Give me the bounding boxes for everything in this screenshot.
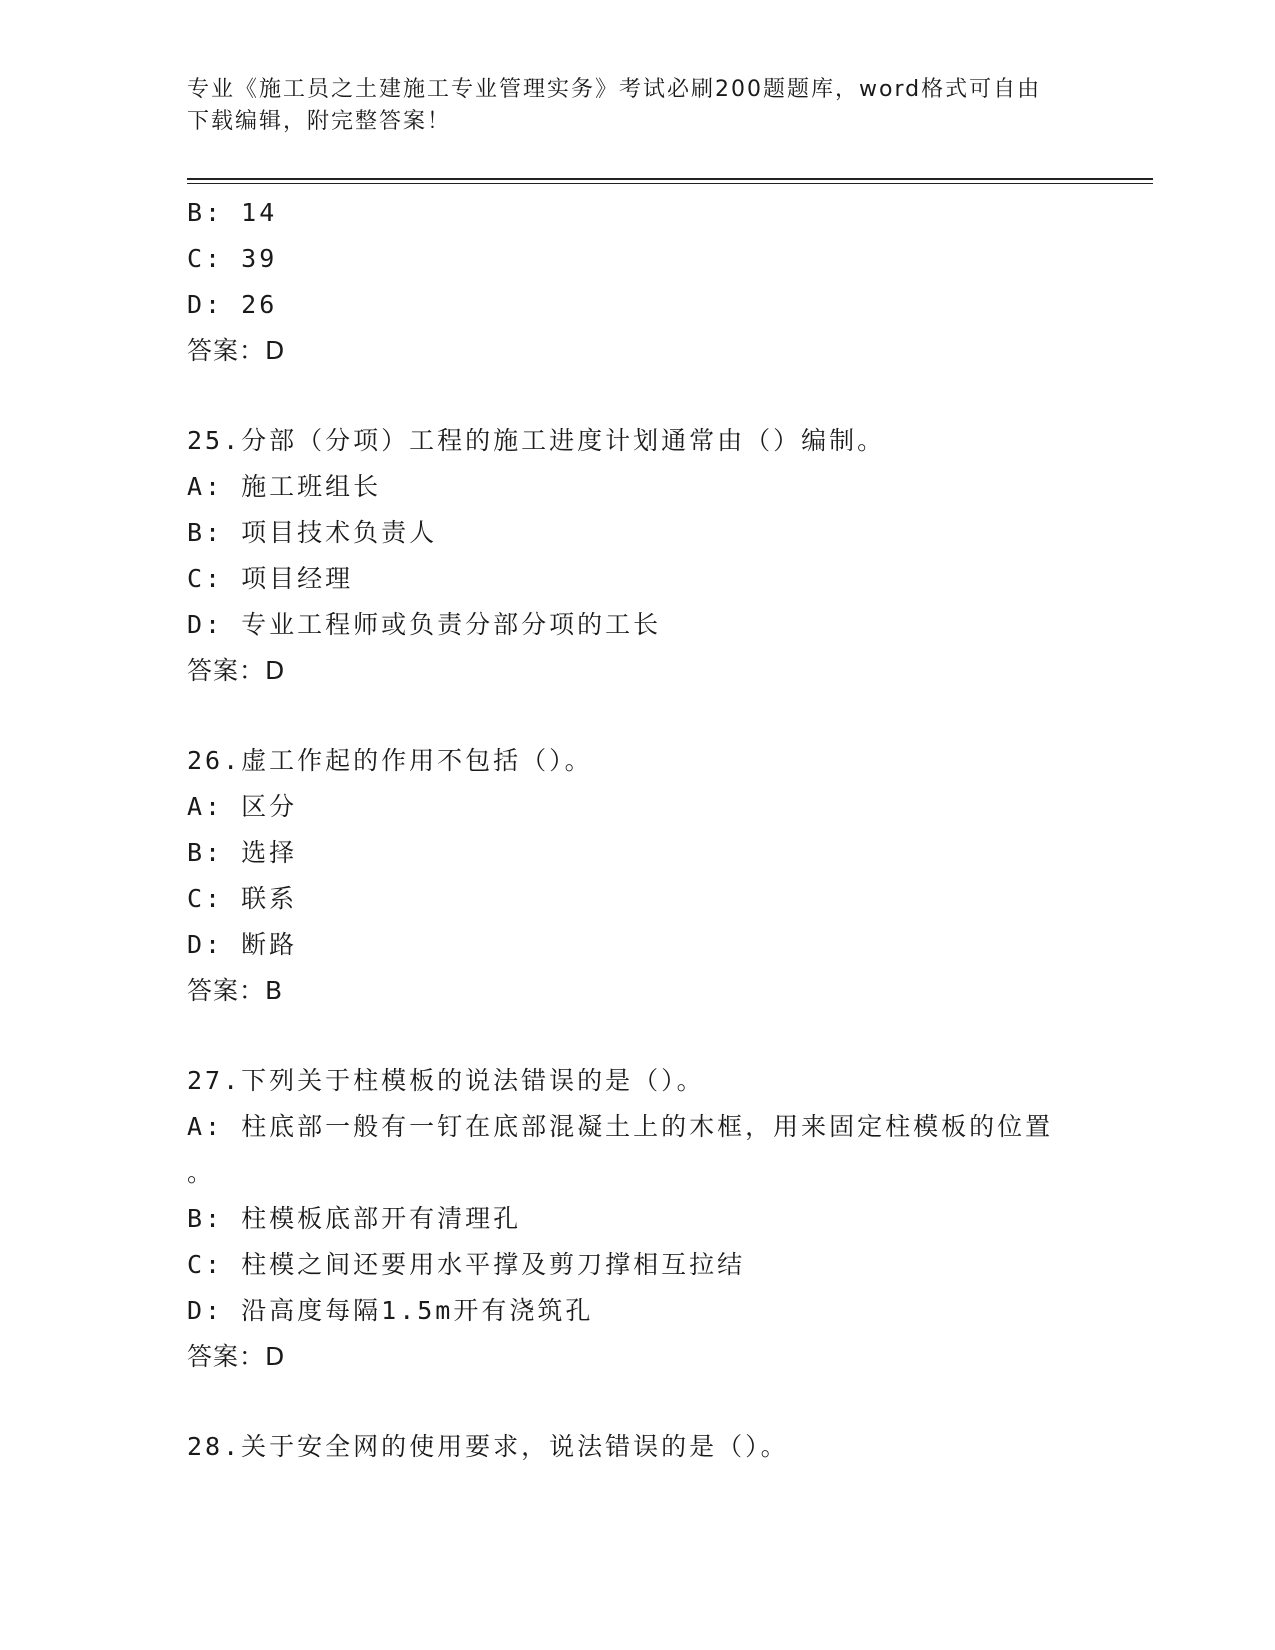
header-divider-thick: [187, 178, 1153, 180]
question-text: 28.关于安全网的使用要求，说法错误的是（）。: [187, 1432, 789, 1461]
option-c: C: 联系: [187, 884, 298, 913]
question-list: [187, 190, 1137, 1470]
option-d: D: 沿高度每隔1.5m开有浇筑孔: [187, 1296, 594, 1325]
question-24: [187, 190, 1137, 374]
question-text: 27.下列关于柱模板的说法错误的是（）。: [187, 1066, 705, 1095]
header-line-1: 专业《施工员之土建施工专业管理实务》考试必刷200题题库，word格式可自由: [187, 77, 1042, 102]
question-text: 26.虚工作起的作用不包括（）。: [187, 746, 593, 775]
option-a: A: 区分: [187, 792, 298, 821]
option-d: D: 断路: [187, 930, 298, 959]
question-26: [187, 738, 1137, 1014]
option-c: C: 39: [187, 244, 278, 273]
spacer: [187, 694, 1137, 738]
option-d: D: 26: [187, 290, 278, 319]
question-27: [187, 1058, 1137, 1380]
header-line-2: 下载编辑，附完整答案！: [187, 109, 452, 134]
header-divider-thin: [187, 183, 1153, 184]
option-b: B: 选择: [187, 838, 298, 867]
document-header: [187, 74, 1087, 138]
answer-line: 答案：D: [187, 656, 286, 685]
option-c: C: 项目经理: [187, 564, 354, 593]
spacer: [187, 1014, 1137, 1058]
spacer: [187, 374, 1137, 418]
answer-line: 答案：D: [187, 1342, 286, 1371]
answer-line: 答案：D: [187, 336, 286, 365]
spacer: [187, 1380, 1137, 1424]
question-25: [187, 418, 1137, 694]
answer-line: 答案：B: [187, 976, 284, 1005]
question-text: 25.分部（分项）工程的施工进度计划通常由（）编制。: [187, 426, 886, 455]
option-b: B: 柱模板底部开有清理孔: [187, 1204, 522, 1233]
option-a-continuation: 。: [187, 1158, 216, 1187]
option-b: B: 项目技术负责人: [187, 518, 438, 547]
option-c: C: 柱模之间还要用水平撑及剪刀撑相互拉结: [187, 1250, 746, 1279]
option-b: B: 14: [187, 198, 278, 227]
question-28: [187, 1424, 1137, 1470]
option-d: D: 专业工程师或负责分部分项的工长: [187, 610, 662, 639]
option-a: A: 施工班组长: [187, 472, 382, 501]
option-a: A: 柱底部一般有一钉在底部混凝土上的木框，用来固定柱模板的位置: [187, 1112, 1054, 1141]
